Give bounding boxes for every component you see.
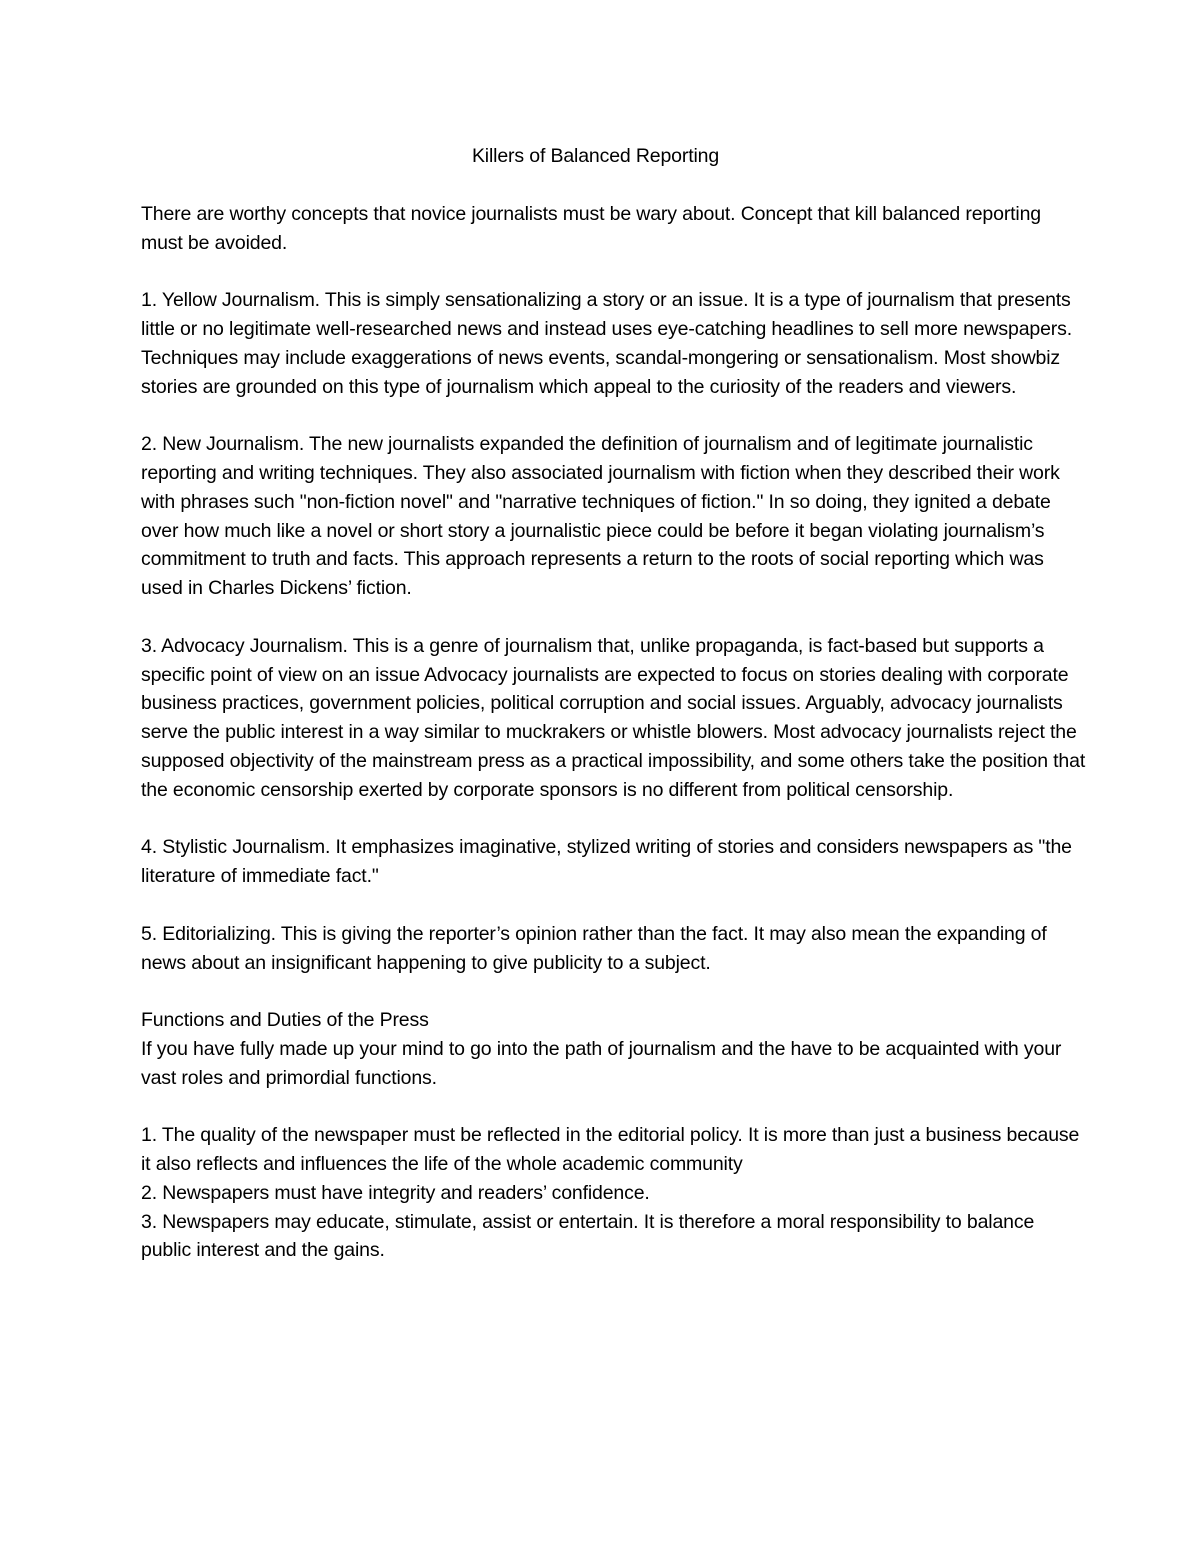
duty-item-1: 1. The quality of the newspaper must be reflected in the editorial policy. It is more than just a business because it also reflects and influences the life of the whole academic community: [141, 1124, 1080, 1176]
document-body: [141, 142, 1086, 1265]
killer-item-stylistic-journalism: 4. Stylistic Journalism. It emphasizes imaginative, stylized writing of stories and considers newspapers as "the literature of immediate fact.": [141, 836, 1072, 888]
section-heading: Functions and Duties of the Press: [141, 1009, 429, 1032]
intro-paragraph: There are worthy concepts that novice journalists must be wary about. Concept that kill balanced reporting must be avoided.: [141, 202, 1042, 254]
killer-item-yellow-journalism: 1. Yellow Journalism. This is simply sensationalizing a story or an issue. It is a type of journalism that presents little or no legitimate well-researched news and instead uses eye-catching headlines to sell more newspapers. Techniques may include exaggerations of news events, scandal-mongering or sensationalism. Most showbiz stories are grounded on this type of journalism which appeal to the curiosity of the readers and viewers.: [141, 289, 1072, 398]
killer-item-advocacy-journalism: 3. Advocacy Journalism. This is a genre of journalism that, unlike propaganda, is fact-based but supports a specific point of view on an issue Advocacy journalists are expected to focus on stories dealing with corporate business practices, government policies, political corruption and social issues. Arguably, advocacy journalists serve the public interest in a way similar to muckrakers or whistle blowers. Most advocacy journalists reject the supposed objectivity of the mainstream press as a practical impossibility, and some others take the position that the economic censorship exerted by corporate sponsors is no different from political censorship.: [141, 634, 1086, 801]
killer-item-new-journalism: 2. New Journalism. The new journalists expanded the definition of journalism and of legitimate journalistic reporting and writing techniques. They also associated journalism with fiction when they described their work with phrases such "non-fiction novel" and "narrative techniques of fiction." In so doing, they ignited a debate over how much like a novel or short story a journalistic piece could be before it began violating journalism’s commitment to truth and facts. This approach represents a return to the roots of social reporting which was used in Charles Dickens’ fiction.: [141, 433, 1060, 600]
document-title: Killers of Balanced Reporting: [471, 145, 720, 167]
section-intro-paragraph: If you have fully made up your mind to go into the path of journalism and the have to be acquainted with your vast roles and primordial functions.: [141, 1037, 1062, 1089]
duty-item-3: 3. Newspapers may educate, stimulate, assist or entertain. It is therefore a moral responsibility to balance public interest and the gains.: [141, 1210, 1035, 1262]
duty-item-2: 2. Newspapers must have integrity and readers’ confidence.: [141, 1181, 650, 1204]
killer-item-editorializing: 5. Editorializing. This is giving the reporter’s opinion rather than the fact. It may also mean the expanding of news about an insignificant happening to give publicity to a subject.: [141, 922, 1047, 974]
